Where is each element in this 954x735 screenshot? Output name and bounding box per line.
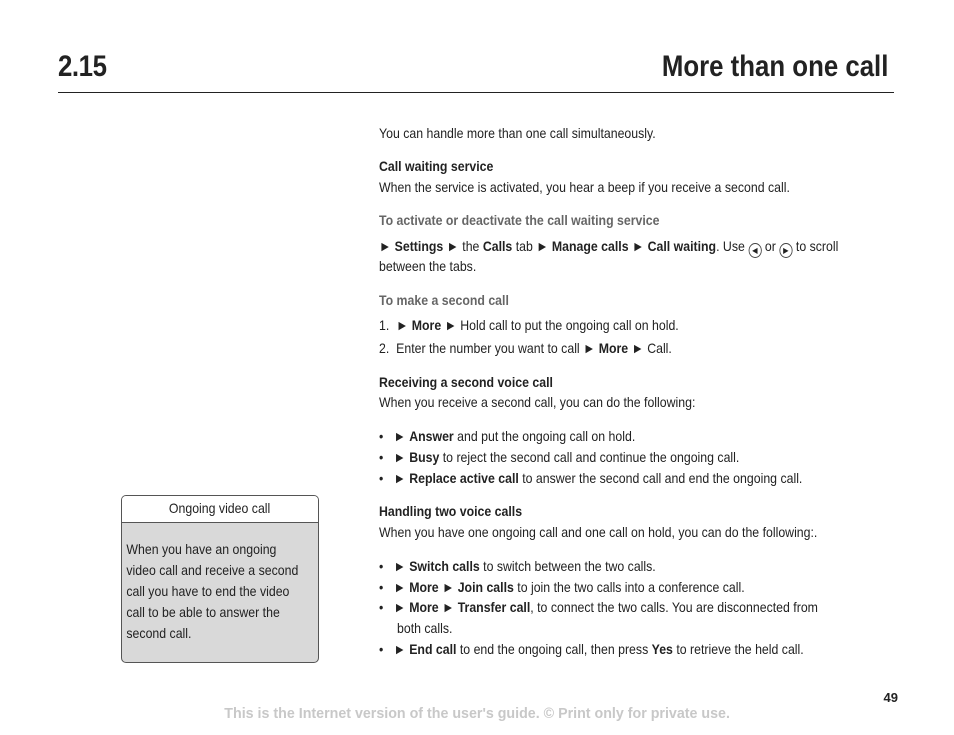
more-option: More [411,317,442,333]
call-waiting-heading: Call waiting service [379,158,494,174]
section-number: 2.15 [58,50,107,83]
item-text: to retrieve the held call. [676,641,804,657]
note-box [121,495,319,663]
page-title: More than one call [661,50,888,83]
word-to-scroll: to scroll [795,238,839,254]
end-call-option: End call [409,641,457,657]
arrow-icon: ► [393,599,406,615]
join-calls-option: Join calls [457,579,514,595]
arrow-icon: ► [446,238,459,254]
step-text: Hold call to put the ongoing call on hold. [460,317,679,333]
note-body [122,523,319,644]
arrow-icon: ► [442,579,455,595]
arrow-icon: ► [536,238,549,254]
bullet: • [379,599,384,615]
list-item [379,577,745,598]
arrow-icon: ► [396,317,409,333]
word-or: or [764,238,776,254]
intro-text: You can handle more than one call simultaneously. [379,125,656,141]
note-line: call to be able to answer the [126,604,280,620]
busy-option: Busy [409,449,440,465]
more-option: More [598,340,629,356]
more-option: More [409,579,439,595]
arrow-icon: ► [632,238,645,254]
step-number: 2. [379,340,390,356]
between-tabs-text: between the tabs. [379,258,477,274]
handling-text: When you have one ongoing call and one call on hold, you can do the following:. [379,524,818,540]
word-the: the [462,238,480,254]
arrow-icon: ► [393,449,406,465]
item-text: , to connect the two calls. You are disconnected from [530,599,818,615]
arrow-icon: ► [393,558,406,574]
manage-calls-menu: Manage calls [551,238,629,254]
call-waiting-menu: Call waiting [647,238,717,254]
page-number: 49 [883,690,898,705]
note-title [122,496,318,523]
header-rule [58,92,894,93]
arrow-icon: ► [583,340,596,356]
calls-tab: Calls [482,238,513,254]
footer-text: This is the Internet version of the user's guide. © Print only for private use. [224,705,730,722]
settings-menu: Settings [394,238,444,254]
yes-option: Yes [651,641,673,657]
arrow-icon: ► [393,428,406,444]
list-item [379,447,739,468]
note-line: call you have to end the video [126,583,290,599]
item-text: to end the ongoing call, then press [459,641,649,657]
item-text: and put the ongoing call on hold. [457,428,636,444]
replace-active-call-option: Replace active call [409,470,519,486]
footer [0,705,954,722]
activate-path [379,236,838,258]
second-call-heading: To make a second call [379,292,509,308]
receiving-text: When you receive a second call, you can do the following: [379,394,696,410]
arrow-icon: ► [393,470,406,486]
call-waiting-text: When the service is activated, you hear a beep if you receive a second call. [379,179,790,195]
transfer-call-option: Transfer call [457,599,531,615]
item-text: to join the two calls into a conference call. [517,579,745,595]
bullet: • [379,470,384,486]
item-continuation: both calls. [397,620,453,636]
bullet: • [379,449,384,465]
step-end: Call. [647,340,672,356]
note-line: When you have an ongoing [126,541,277,557]
answer-option: Answer [409,428,454,444]
more-option: More [409,599,439,615]
note-title-text: Ongoing video call [169,500,271,516]
bullet: • [379,558,384,574]
bullet: • [379,641,384,657]
item-text: to switch between the two calls. [483,558,656,574]
activate-heading: To activate or deactivate the call waiting service [379,212,660,228]
item-text: to answer the second call and end the ongoing call. [522,470,803,486]
handling-heading: Handling two voice calls [379,503,523,519]
step-1 [379,315,679,336]
list-item [379,426,635,447]
arrow-icon: ► [393,641,406,657]
item-text: to reject the second call and continue the ongoing call. [442,449,740,465]
arrow-icon: ► [444,317,457,333]
note-line: second call. [126,625,192,641]
note-line: video call and receive a second [126,562,299,578]
step-text: Enter the number you want to call [396,340,580,356]
arrow-icon: ► [379,238,392,254]
bullet: • [379,428,384,444]
word-tab: tab [515,238,533,254]
switch-calls-option: Switch calls [409,558,480,574]
step-2 [379,338,672,359]
list-item [379,639,804,660]
arrow-icon: ► [442,599,455,615]
arrow-icon: ► [631,340,644,356]
receiving-heading: Receiving a second voice call [379,374,553,390]
list-item [379,468,802,489]
list-item [379,597,818,618]
list-item [379,556,656,577]
bullet: • [379,579,384,595]
navigation-right-icon: ▶ [779,243,792,258]
arrow-icon: ► [393,579,406,595]
word-use: . Use [716,238,745,254]
navigation-left-icon: ◀ [748,243,761,258]
step-number: 1. [379,317,390,333]
